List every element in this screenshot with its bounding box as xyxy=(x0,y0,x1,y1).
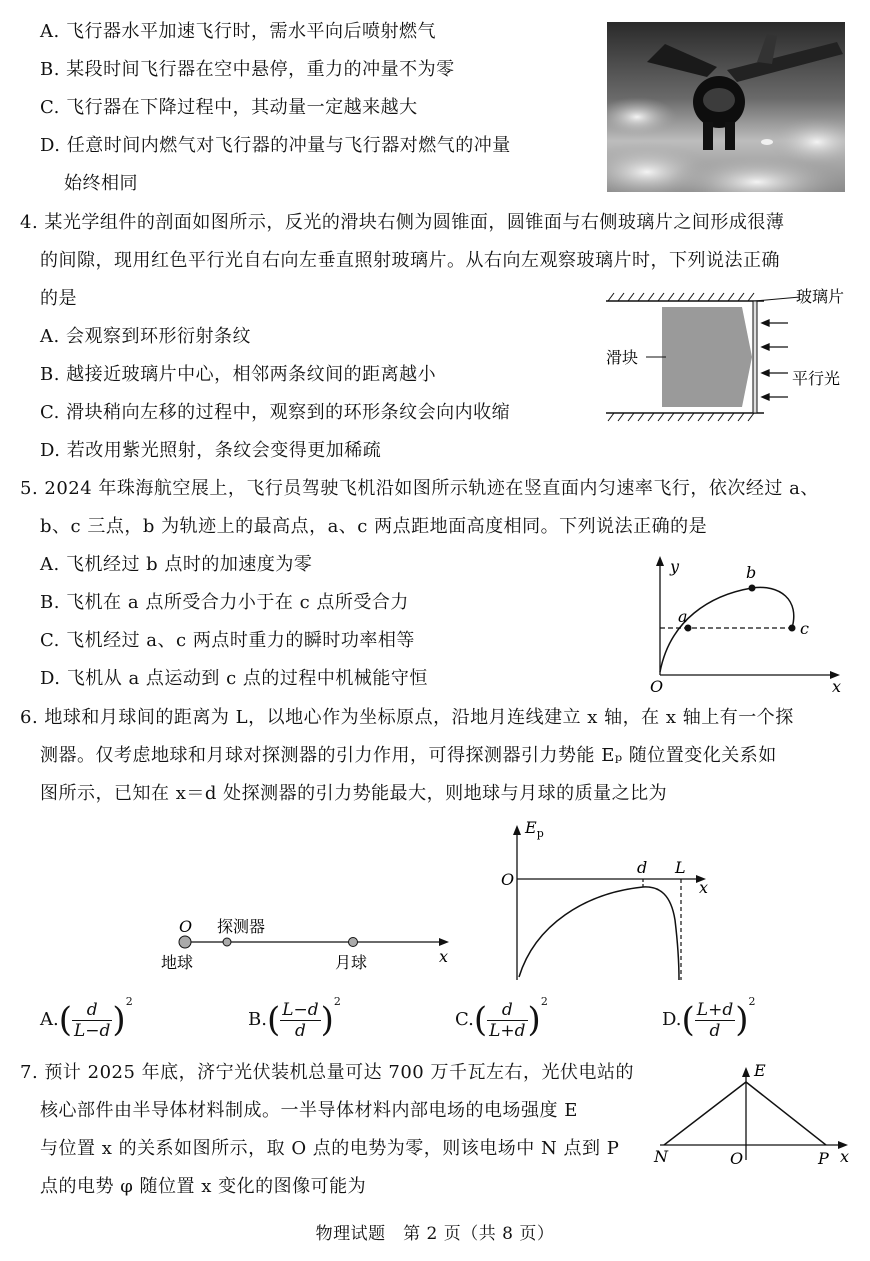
q3-option-b: B. 某段时间飞行器在空中悬停，重力的冲量不为零 xyxy=(40,59,455,80)
point-b-label: b xyxy=(746,563,757,582)
earth-origin-label: O xyxy=(179,917,193,936)
q6-option-a: A.( $\frac{d}{L-d}$ )$^2$ xyxy=(40,995,133,1041)
e-axis-label: E xyxy=(754,1061,766,1080)
q6-option-b: B.( $\frac{L-d}{d}$ )$^2$ xyxy=(248,995,341,1041)
q3-option-a: A. 飞行器水平加速飞行时，需水平向后喷射燃气 xyxy=(40,21,436,42)
glass-plate xyxy=(753,301,757,413)
q6-ep-graph xyxy=(495,815,725,985)
q7-stem-line2: 核心部件由半导体材料制成。一半导体材料内部电场的电场强度 E xyxy=(40,1100,578,1121)
moon-dot xyxy=(349,938,358,947)
q5-option-c: C. 飞机经过 a、c 两点时重力的瞬时功率相等 xyxy=(40,630,415,651)
x-axis-label: x xyxy=(832,677,842,695)
q4-stem-line3: 的是 xyxy=(40,288,77,309)
q4-option-d: D. 若改用紫光照射，条纹会变得更加稀疏 xyxy=(40,440,382,461)
point-c-label: c xyxy=(800,619,809,638)
q6-option-c: C.( $\frac{d}{L+d}$ )$^2$ xyxy=(455,995,548,1041)
q4-stem-line2: 的间隙，现用红色平行光自右向左垂直照射玻璃片。从右向左观察玻璃片时，下列说法正确 xyxy=(40,250,780,271)
o-point-label: O xyxy=(730,1149,744,1168)
earth-label: 地球 xyxy=(161,953,194,972)
q4-stem-line1: 4. 某光学组件的剖面如图所示，反光的滑块右侧为圆锥面，圆锥面与右侧玻璃片之间形成很薄 xyxy=(20,212,785,233)
q6-stem-line3: 图所示，已知在 x＝d 处探测器的引力势能最大，则地球与月球的质量之比为 xyxy=(40,783,668,804)
ep-origin-label: O xyxy=(501,870,515,889)
q7-stem-line1: 7. 预计 2025 年底，济宁光伏装机总量可达 700 万千瓦左右，光伏电站的 xyxy=(20,1062,634,1083)
q4-option-c: C. 滑块稍向左移的过程中，观察到的环形条纹会向内收缩 xyxy=(40,402,511,423)
q6-stem-line2: 测器。仅考虑地球和月球对探测器的引力作用，可得探测器引力势能 Eₚ 随位置变化关系如 xyxy=(40,745,777,766)
origin-label: O xyxy=(650,677,664,695)
q7-stem-line4: 点的电势 φ 随位置 x 变化的图像可能为 xyxy=(40,1176,367,1197)
point-a-label: a xyxy=(678,607,688,626)
q7-stem-line3: 与位置 x 的关系如图所示，取 O 点的电势为零，则该电场中 N 点到 P xyxy=(40,1138,620,1159)
q5-stem-line1: 5. 2024 年珠海航空展上，飞行员驾驶飞机沿如图所示轨迹在竖直面内匀速率飞行，依次经过 a、 xyxy=(20,478,819,499)
slider-label: 滑块 xyxy=(606,348,639,367)
q5-option-b: B. 飞机在 a 点所受合力小于在 c 点所受合力 xyxy=(40,592,409,613)
q3-option-d-line2: 始终相同 xyxy=(64,173,138,194)
q5-trajectory-diagram xyxy=(640,550,850,695)
ep-x-label: x xyxy=(699,878,709,897)
x-axis-label: x xyxy=(840,1147,850,1166)
earth-dot xyxy=(179,936,191,948)
q5-option-d: D. 飞机从 a 点运动到 c 点的过程中机械能守恒 xyxy=(40,668,428,689)
q6-earth-moon-axis xyxy=(155,910,455,975)
parallel-light-label: 平行光 xyxy=(792,369,841,388)
moon-label: 月球 xyxy=(335,953,368,972)
q5-option-a: A. 飞机经过 b 点时的加速度为零 xyxy=(40,554,313,575)
n-point-label: N xyxy=(654,1147,668,1166)
axis-x-label: x xyxy=(439,947,449,966)
q5-stem-line2: b、c 三点，b 为轨迹上的最高点，a、c 两点距地面高度相同。下列说法正确的是 xyxy=(40,516,708,537)
ep-axis-label: $E_p$ xyxy=(525,818,544,840)
jetpack-flyer-photo xyxy=(607,22,845,192)
probe-dot xyxy=(223,938,231,946)
probe-label: 探测器 xyxy=(217,917,266,936)
q6-stem-line1: 6. 地球和月球间的距离为 L，以地心作为坐标原点，沿地月连线建立 x 轴，在 x 轴上有一个探 xyxy=(20,707,794,728)
q4-option-a: A. 会观察到环形衍射条纹 xyxy=(40,326,251,347)
slider-block xyxy=(662,307,752,407)
L-label: L xyxy=(675,858,686,877)
p-point-label: P xyxy=(818,1149,829,1168)
q4-optical-diagram xyxy=(600,285,862,430)
d-label: d xyxy=(637,858,648,877)
q7-field-graph xyxy=(650,1060,860,1170)
q3-option-c: C. 飞行器在下降过程中，其动量一定越来越大 xyxy=(40,97,418,118)
glass-label: 玻璃片 xyxy=(796,287,845,306)
y-axis-label: y xyxy=(670,557,680,576)
q3-option-d-line1: D. 任意时间内燃气对飞行器的冲量与飞行器对燃气的冲量 xyxy=(40,135,511,156)
q4-option-b: B. 越接近玻璃片中心，相邻两条纹间的距离越小 xyxy=(40,364,437,385)
page-footer: 物理试题 第 2 页（共 8 页） xyxy=(315,1224,555,1244)
q6-option-d: D.( $\frac{L+d}{d}$ )$^2$ xyxy=(662,995,756,1041)
